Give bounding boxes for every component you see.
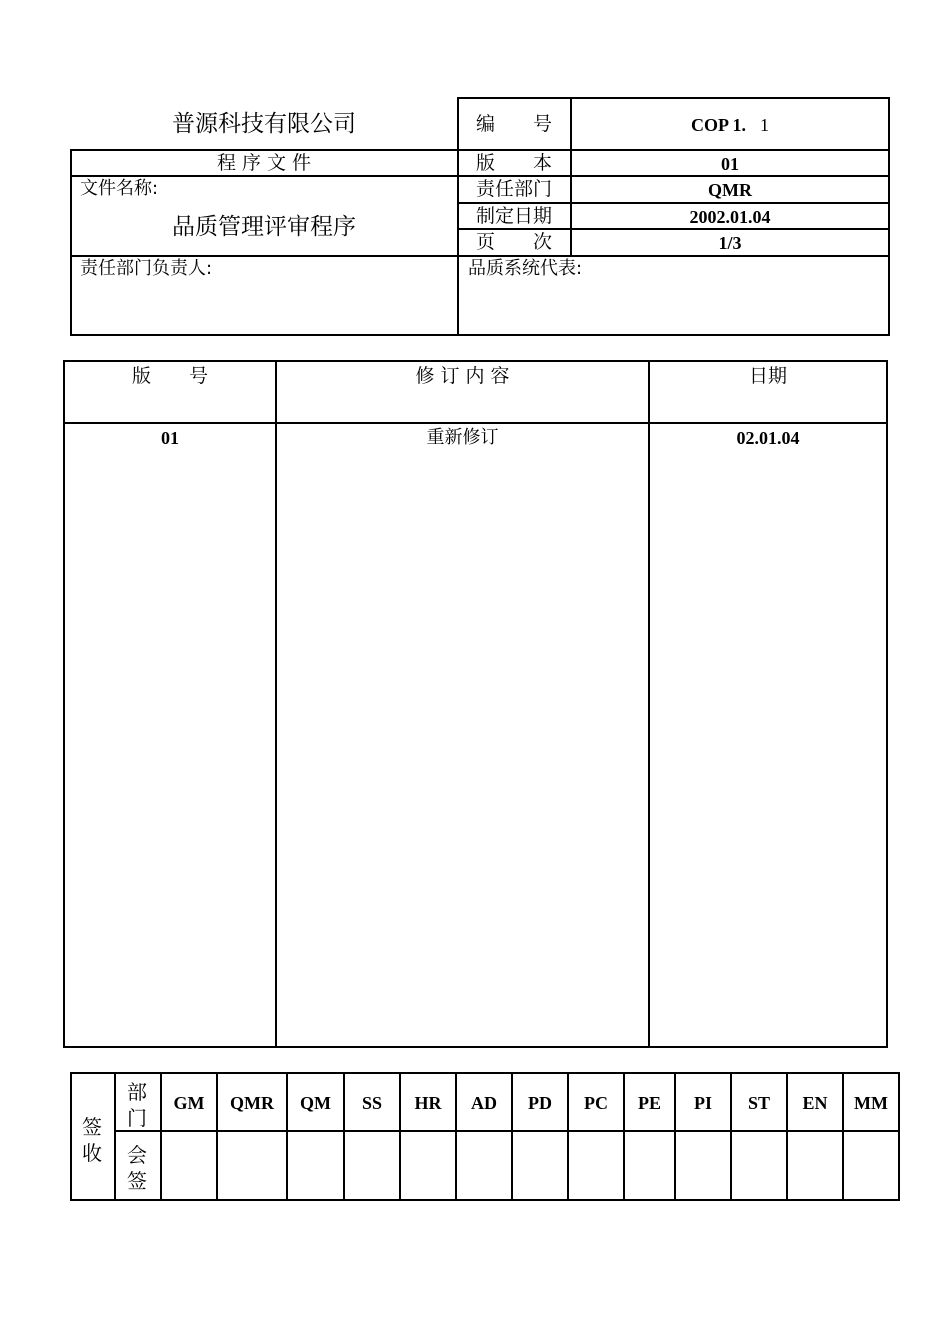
responsible-dept-value: QMR <box>708 180 752 200</box>
file-name-label: 文件名称: <box>80 178 159 199</box>
issue-date-value: 2002.01.04 <box>689 207 771 227</box>
signature-box[interactable] <box>569 1132 623 1199</box>
dept-code: EN <box>802 1093 828 1113</box>
signature-box[interactable] <box>345 1132 399 1199</box>
qa-representative-label: 品质系统代表: <box>468 258 583 279</box>
signature-box[interactable] <box>676 1132 730 1199</box>
version-label: 版 本 <box>476 152 553 174</box>
issue-date-label: 制定日期 <box>476 205 553 227</box>
dept-code: QMR <box>230 1093 274 1113</box>
signature-box[interactable] <box>288 1132 343 1199</box>
row-content: 重新修订 <box>426 427 499 448</box>
dept-code: MM <box>854 1093 888 1113</box>
dept-code: GM <box>173 1093 205 1113</box>
dept-code: SS <box>361 1093 383 1113</box>
dept-code: PD <box>528 1093 552 1113</box>
dept-label: 部门 <box>127 1080 147 1130</box>
dept-code: PC <box>584 1093 608 1113</box>
doc-type: 程 序 文 件 <box>216 152 312 174</box>
responsible-head-label: 责任部门负责人: <box>80 258 213 279</box>
company-name: 普源科技有限公司 <box>172 111 356 137</box>
dept-code: PE <box>637 1093 661 1113</box>
doc-number-prefix: COP 1. <box>690 115 746 135</box>
signature-box[interactable] <box>844 1132 898 1199</box>
signature-box[interactable] <box>732 1132 786 1199</box>
countersign-label: 会签 <box>127 1143 147 1193</box>
doc-number-value <box>572 116 888 135</box>
dept-code: ST <box>747 1093 771 1113</box>
signature-box[interactable] <box>625 1132 674 1199</box>
signature-box[interactable] <box>788 1132 842 1199</box>
page-label: 页 次 <box>476 231 553 253</box>
signature-box[interactable] <box>513 1132 567 1199</box>
version-value: 01 <box>721 154 739 174</box>
dept-code: AD <box>471 1093 497 1113</box>
signature-box[interactable] <box>162 1132 216 1199</box>
signature-box[interactable] <box>401 1132 455 1199</box>
dept-code: HR <box>414 1093 442 1113</box>
row-version: 01 <box>161 428 179 448</box>
doc-number-label: 编 号 <box>476 113 553 135</box>
col-header-version: 版 号 <box>131 365 208 387</box>
dept-code: PI <box>694 1093 712 1113</box>
col-header-date: 日期 <box>748 365 787 387</box>
responsible-dept-label: 责任部门 <box>476 178 553 200</box>
row-date: 02.01.04 <box>736 428 800 448</box>
signature-box[interactable] <box>457 1132 511 1199</box>
signature-box[interactable] <box>218 1132 286 1199</box>
doc-number-suffix: 1 <box>760 115 769 135</box>
dept-code: QM <box>300 1093 331 1113</box>
file-name: 品质管理评审程序 <box>172 214 356 240</box>
sign-label: 签收 <box>82 1115 102 1165</box>
col-header-content: 修 订 内 容 <box>415 365 510 387</box>
page-value: 1/3 <box>718 233 742 253</box>
